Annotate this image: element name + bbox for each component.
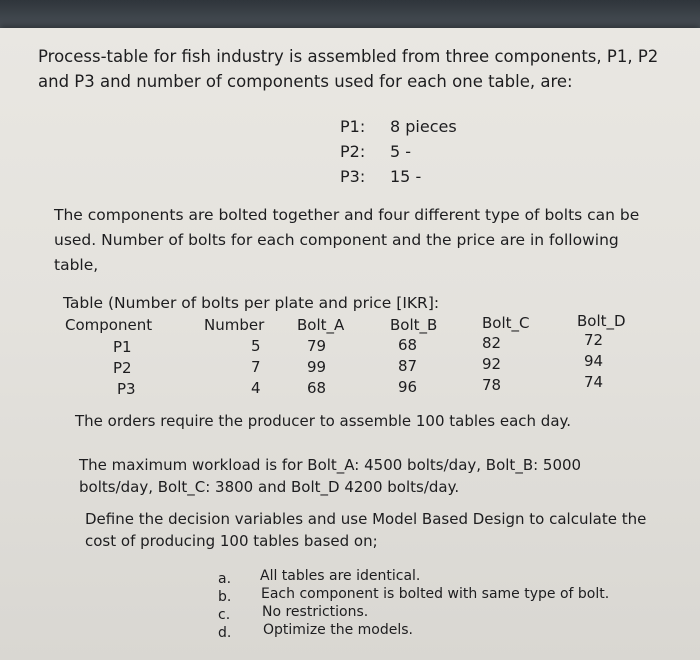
component-label: P2: [340, 142, 366, 161]
component-label: P1: [340, 117, 366, 136]
table-cell: 74 [584, 373, 604, 391]
table-cell: 7 [251, 358, 261, 376]
header-bolt-d: Bolt_D [577, 312, 626, 330]
component-qty: 5 - [390, 142, 412, 161]
table-cell: 68 [398, 336, 418, 354]
dark-background-strip [0, 0, 700, 30]
intro-line-2: and P3 and number of components used for each one table, are: [38, 72, 573, 91]
intro-paragraph [38, 44, 658, 94]
document-page [0, 28, 700, 660]
header-number: Number [204, 316, 265, 334]
table-cell: 68 [307, 379, 327, 397]
option-letter: c. [218, 607, 231, 623]
intro-line-1: Process-table for fish industry is assembled from three components, P1, P2 [38, 47, 659, 66]
table-cell: 72 [584, 331, 604, 349]
table-cell: 78 [482, 376, 502, 394]
table-cell: 99 [307, 358, 327, 376]
header-component: Component [65, 316, 153, 334]
bolts-line-1: The components are bolted together and four different type of bolts can be [54, 206, 640, 224]
orders-text: The orders require the producer to assemble 100 tables each day. [75, 412, 572, 430]
header-bolt-c: Bolt_C [482, 314, 530, 332]
define-line-2: cost of producing 100 tables based on; [85, 532, 378, 550]
workload-line-2: bolts/day, Bolt_C: 3800 and Bolt_D 4200 bolts/day. [79, 478, 460, 496]
define-paragraph [85, 508, 646, 552]
options-list [0, 568, 700, 648]
table-caption: Table (Number of bolts per plate and price [IKR]: [63, 294, 440, 312]
option-text: No restrictions. [262, 604, 369, 620]
bolts-table [0, 294, 700, 404]
header-bolt-a: Bolt_A [297, 316, 345, 334]
option-text: Optimize the models. [263, 622, 413, 638]
table-cell: 82 [482, 334, 502, 352]
table-cell: 94 [584, 352, 604, 370]
bolts-line-2: used. Number of bolts for each component and the price are in following [54, 231, 619, 249]
workload-paragraph [79, 454, 581, 498]
header-bolt-b: Bolt_B [390, 316, 438, 334]
workload-line-1: The maximum workload is for Bolt_A: 4500 bolts/day, Bolt_B: 5000 [79, 456, 582, 474]
option-text: All tables are identical. [260, 568, 421, 584]
table-cell: P1 [113, 338, 132, 356]
define-line-1: Define the decision variables and use Model Based Design to calculate the [85, 510, 647, 528]
table-cell: 87 [398, 357, 418, 375]
table-cell: P3 [117, 380, 136, 398]
table-cell: 5 [251, 337, 261, 355]
table-cell: P2 [113, 359, 132, 377]
component-qty: 8 pieces [390, 117, 457, 136]
table-cell: 79 [307, 337, 327, 355]
table-cell: 96 [398, 378, 418, 396]
component-qty: 15 - [390, 167, 422, 186]
bolts-paragraph [54, 203, 639, 278]
component-label: P3: [340, 167, 366, 186]
option-letter: a. [218, 571, 232, 587]
table-cell: 4 [251, 379, 261, 397]
table-cell: 92 [482, 355, 502, 373]
bolts-line-3: table, [54, 256, 99, 274]
option-letter: d. [218, 625, 232, 641]
option-letter: b. [218, 589, 232, 605]
option-text: Each component is bolted with same type of bolt. [261, 586, 610, 602]
